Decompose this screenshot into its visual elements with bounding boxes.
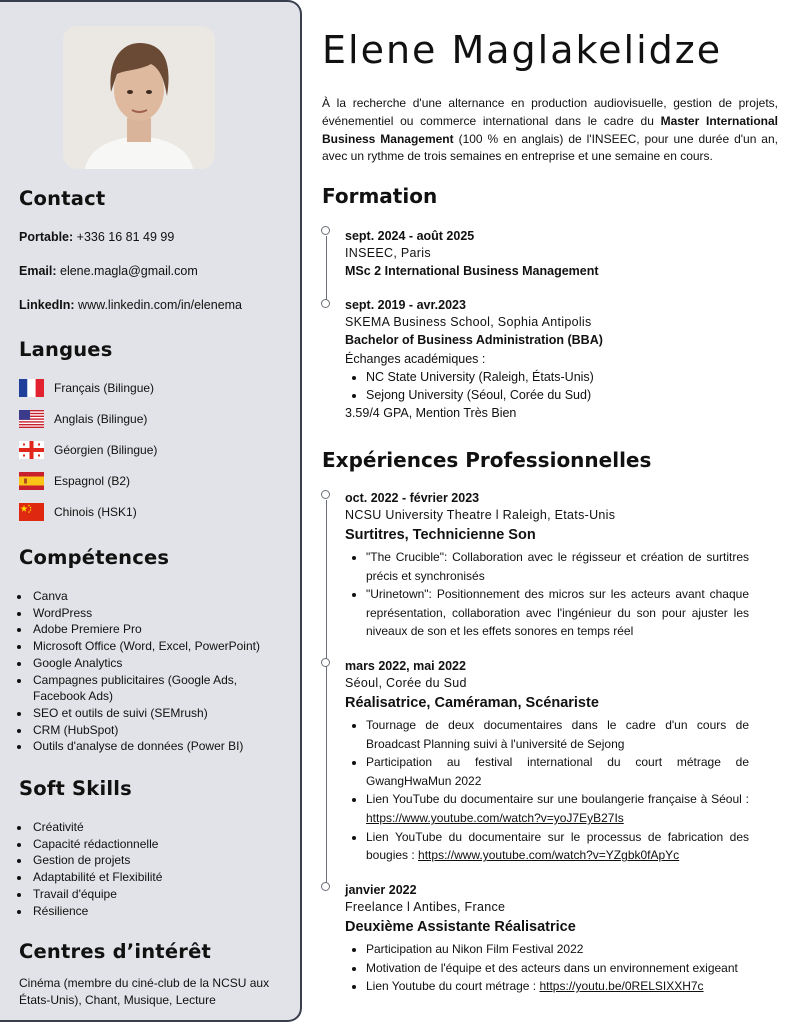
list-item: • Adobe Premiere Pro [31,621,291,638]
phone-value: +336 16 81 49 99 [76,230,175,244]
language-label: Anglais (Bilingue) [54,412,148,426]
entry-date: mars 2022, mai 2022 [345,659,466,673]
experience-entry [345,490,749,641]
soft-skills-list [0,819,291,919]
candidate-name: Elene Maglakelidze [322,28,723,72]
spain-flag-icon [19,472,44,490]
entry-bullets [345,548,749,641]
language-label: Français (Bilingue) [54,381,155,395]
education-entry [345,228,749,281]
linkedin-label: LinkedIn: [19,298,75,312]
list-item: • "Urinetown": Positionnement des micros sur les acteurs avant chaque représentation, collaboration avec l'ingénieur du son pour ajuster les niveaux de son et les effets sonores en temps réel [366,585,749,641]
email-value[interactable]: elene.magla@gmail.com [60,264,198,278]
summary [322,95,778,166]
education-entry [345,297,749,422]
experience-entry [345,882,749,996]
usa-flag-icon [19,410,44,428]
entry-bullets [345,940,749,996]
skills-heading: Compétences [19,546,170,569]
youtube-link[interactable]: https://www.youtube.com/watch?v=yoJ7EyB27Is [366,810,624,825]
education-heading: Formation [322,184,438,208]
timeline-dot [321,882,330,891]
list-item [366,790,749,827]
entry-degree: Bachelor of Business Administration (BBA) [345,333,603,347]
exchange-list [345,368,749,404]
entry-date: oct. 2022 - février 2023 [345,491,480,505]
timeline-dot [321,299,330,308]
profile-photo [63,26,215,169]
exchange-label: Échanges académiques : [345,352,486,366]
linkedin-value[interactable]: www.linkedin.com/in/elenema [78,298,243,312]
experience-heading: Expériences Professionnelles [322,448,652,472]
gpa: 3.59/4 GPA, Mention Très Bien [345,406,517,420]
youtube-link[interactable]: https://www.youtube.com/watch?v=YZgbk0fApYc [418,848,680,863]
list-item: • Gestion de projets [31,852,291,869]
list-item: • "The Crucible": Collaboration avec le régisseur et création de surtitres précis et synchronisés [366,548,749,585]
entry-org: SKEMA Business School, Sophia Antipolis [345,315,592,329]
list-item: • WordPress [31,605,291,622]
summary-text: (100 % en anglais) de l'INSEEC, pour une durée d'un an, avec un rythme de trois semaines en entreprise et une semaine en cours. [322,131,778,164]
entry-org: Séoul, Corée du Sud [345,676,467,690]
entry-date: janvier 2022 [345,883,417,897]
language-item [19,379,154,397]
list-item: • Google Analytics [31,655,291,672]
summary-text: À la recherche d'une alternance en production audiovisuelle, gestion de projets, événementiel ou commerce international dans le cadre du [322,96,778,128]
language-label: Géorgien (Bilingue) [54,443,158,457]
entry-role: Deuxième Assistante Réalisatrice [345,919,576,935]
timeline-dot [321,658,330,667]
youtube-link[interactable]: https://youtu.be/0RELSIXXH7c [539,979,704,994]
list-item: • Créativité [31,819,291,836]
contact-heading: Contact [19,187,106,210]
timeline-dot [321,226,330,235]
skills-list [0,588,291,755]
list-item: • NC State University (Raleigh, États-Unis) [366,368,749,386]
list-item: • Sejong University (Séoul, Corée du Sud) [366,386,749,404]
email-line [19,264,198,278]
entry-degree: MSc 2 International Business Management [345,264,599,278]
list-item: • Résilience [31,903,291,920]
entry-date: sept. 2024 - août 2025 [345,229,475,243]
phone-label: Portable: [19,230,74,244]
entry-bullets [345,716,749,865]
language-item [19,441,157,459]
languages-heading: Langues [19,338,113,361]
experience-entry [345,658,749,865]
language-label: Espagnol (B2) [54,474,131,488]
bullet-text: Lien YouTube du documentaire sur une boulangerie française à Séoul : [366,792,749,807]
list-item [366,977,749,996]
list-item: • CRM (HubSpot) [31,722,291,739]
timeline-line [326,500,327,890]
linkedin-line [19,298,242,312]
entry-org: INSEEC, Paris [345,246,431,260]
china-flag-icon [19,503,44,521]
list-item: • Outils d'analyse de données (Power BI) [31,738,291,755]
list-item [366,828,749,865]
bullet-text: Lien YouTube du documentaire sur le processus de fabrication des bougies : [366,829,749,863]
phone-line [19,230,174,244]
entry-date: sept. 2019 - avr.2023 [345,298,466,312]
list-item: • Participation au Nikon Film Festival 2022 [366,940,749,959]
bullet-text: Lien Youtube du court métrage : [366,979,540,994]
entry-role: Surtitres, Technicienne Son [345,527,536,543]
list-item: • SEO et outils de suivi (SEMrush) [31,705,291,722]
language-item [19,410,147,428]
france-flag-icon [19,379,44,397]
list-item: • Adaptabilité et Flexibilité [31,869,291,886]
list-item: • Motivation de l'équipe et des acteurs dans un environnement exigeant [366,959,749,978]
list-item: • Campagnes publicitaires (Google Ads, Facebook Ads) [31,672,291,705]
sidebar [0,0,302,1022]
entry-role: Réalisatrice, Caméraman, Scénariste [345,695,599,711]
list-item: • Microsoft Office (Word, Excel, PowerPoint) [31,638,291,655]
list-item: • Participation au festival international du court métrage de GwangHwaMun 2022 [366,753,749,790]
interests-text: Cinéma (membre du ciné-club de la NCSU aux États-Unis), Chant, Musique, Lecture [19,976,270,1007]
entry-org: NCSU University Theatre l Raleigh, Etats-Unis [345,508,616,522]
interests-heading: Centres d’intérêt [19,940,212,963]
email-label: Email: [19,264,57,278]
timeline-line [326,236,327,302]
language-item [19,472,130,490]
timeline-dot [321,490,330,499]
entry-org: Freelance l Antibes, France [345,900,506,914]
list-item: • Tournage de deux documentaires dans le cadre d'un cours de Broadcast Planning suivi à l'université de Sejong [366,716,749,753]
language-item [19,503,137,521]
list-item: • Canva [31,588,291,605]
list-item: • Capacité rédactionnelle [31,836,291,853]
summary-program: Master International Business Management [322,113,779,146]
list-item: • Travail d'équipe [31,886,291,903]
georgia-flag-icon [19,441,44,459]
soft-skills-heading: Soft Skills [19,777,132,800]
language-label: Chinois (HSK1) [54,505,137,519]
